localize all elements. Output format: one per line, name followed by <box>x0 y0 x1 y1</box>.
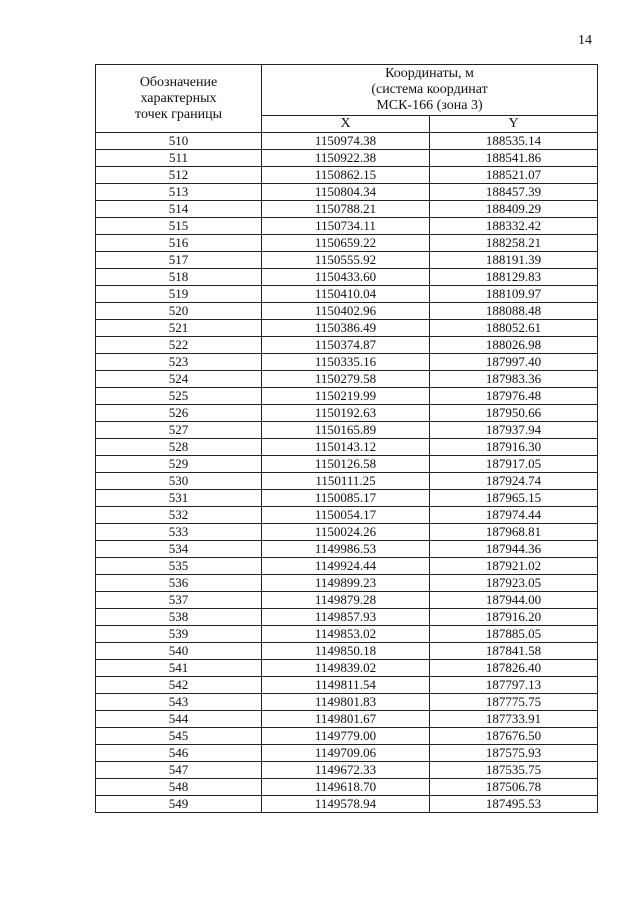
x-coordinate-cell: 1150192.63 <box>262 405 430 422</box>
x-coordinate-cell: 1150402.96 <box>262 303 430 320</box>
x-coordinate-cell: 1150126.58 <box>262 456 430 473</box>
y-coordinate-cell: 187950.66 <box>430 405 598 422</box>
y-coordinate-cell: 188129.83 <box>430 269 598 286</box>
table-row <box>96 269 598 286</box>
point-id-cell: 537 <box>96 592 262 609</box>
x-coordinate-cell: 1150862.15 <box>262 167 430 184</box>
y-coordinate-cell: 187968.81 <box>430 524 598 541</box>
point-id-cell: 535 <box>96 558 262 575</box>
x-coordinate-cell: 1149801.67 <box>262 711 430 728</box>
table-row <box>96 439 598 456</box>
point-id-cell: 542 <box>96 677 262 694</box>
point-id-cell: 517 <box>96 252 262 269</box>
x-coordinate-cell: 1150974.38 <box>262 133 430 150</box>
table-row <box>96 762 598 779</box>
table-row <box>96 286 598 303</box>
y-coordinate-cell: 188521.07 <box>430 167 598 184</box>
x-coordinate-cell: 1150111.25 <box>262 473 430 490</box>
table-row <box>96 201 598 218</box>
table-row <box>96 745 598 762</box>
x-coordinate-cell: 1150555.92 <box>262 252 430 269</box>
x-coordinate-cell: 1149618.70 <box>262 779 430 796</box>
table-row <box>96 677 598 694</box>
x-coordinate-cell: 1149709.06 <box>262 745 430 762</box>
table-row <box>96 507 598 524</box>
point-id-cell: 544 <box>96 711 262 728</box>
y-coordinate-cell: 187495.53 <box>430 796 598 813</box>
x-coordinate-cell: 1150219.99 <box>262 388 430 405</box>
x-column-header: X <box>262 116 430 133</box>
x-coordinate-cell: 1149578.94 <box>262 796 430 813</box>
point-id-cell: 536 <box>96 575 262 592</box>
x-coordinate-cell: 1150024.26 <box>262 524 430 541</box>
y-coordinate-cell: 187924.74 <box>430 473 598 490</box>
table-row <box>96 524 598 541</box>
y-coordinate-cell: 187916.20 <box>430 609 598 626</box>
y-coordinate-cell: 187983.36 <box>430 371 598 388</box>
x-coordinate-cell: 1150734.11 <box>262 218 430 235</box>
point-id-cell: 519 <box>96 286 262 303</box>
y-coordinate-cell: 188535.14 <box>430 133 598 150</box>
x-coordinate-cell: 1150922.38 <box>262 150 430 167</box>
table-row <box>96 592 598 609</box>
y-coordinate-cell: 187885.05 <box>430 626 598 643</box>
table-row <box>96 320 598 337</box>
table-row <box>96 303 598 320</box>
point-id-cell: 543 <box>96 694 262 711</box>
point-id-cell: 531 <box>96 490 262 507</box>
x-coordinate-cell: 1149899.23 <box>262 575 430 592</box>
point-id-cell: 538 <box>96 609 262 626</box>
page-number: 14 <box>578 33 592 48</box>
point-id-cell: 516 <box>96 235 262 252</box>
point-id-cell: 528 <box>96 439 262 456</box>
y-coordinate-cell: 188052.61 <box>430 320 598 337</box>
y-coordinate-cell: 187976.48 <box>430 388 598 405</box>
x-coordinate-cell: 1150054.17 <box>262 507 430 524</box>
table-row <box>96 235 598 252</box>
table-body <box>96 133 598 813</box>
point-id-cell: 522 <box>96 337 262 354</box>
point-id-cell: 513 <box>96 184 262 201</box>
table-row <box>96 473 598 490</box>
x-coordinate-cell: 1149986.53 <box>262 541 430 558</box>
table-row <box>96 728 598 745</box>
table-row <box>96 490 598 507</box>
table-row <box>96 626 598 643</box>
y-coordinate-cell: 187923.05 <box>430 575 598 592</box>
point-id-cell: 540 <box>96 643 262 660</box>
y-coordinate-cell: 187575.93 <box>430 745 598 762</box>
y-coordinate-cell: 187937.94 <box>430 422 598 439</box>
point-id-cell: 529 <box>96 456 262 473</box>
table-row <box>96 660 598 677</box>
y-coordinate-cell: 187974.44 <box>430 507 598 524</box>
y-coordinate-cell: 188088.48 <box>430 303 598 320</box>
table-row <box>96 167 598 184</box>
header-line: (система координат <box>371 82 488 97</box>
y-coordinate-cell: 187506.78 <box>430 779 598 796</box>
x-coordinate-cell: 1150085.17 <box>262 490 430 507</box>
header-line: характерных <box>140 90 217 106</box>
x-coordinate-cell: 1150374.87 <box>262 337 430 354</box>
x-coordinate-cell: 1149672.33 <box>262 762 430 779</box>
header-line: точек границы <box>135 106 222 122</box>
y-coordinate-cell: 188332.42 <box>430 218 598 235</box>
table-row <box>96 218 598 235</box>
point-id-cell: 512 <box>96 167 262 184</box>
y-coordinate-cell: 187997.40 <box>430 354 598 371</box>
x-coordinate-cell: 1150788.21 <box>262 201 430 218</box>
y-coordinate-cell: 187965.15 <box>430 490 598 507</box>
y-coordinate-cell: 187921.02 <box>430 558 598 575</box>
y-coordinate-cell: 187826.40 <box>430 660 598 677</box>
table-row <box>96 252 598 269</box>
x-coordinate-cell: 1150386.49 <box>262 320 430 337</box>
y-coordinate-cell: 187733.91 <box>430 711 598 728</box>
y-coordinate-cell: 188541.86 <box>430 150 598 167</box>
y-coordinate-cell: 188258.21 <box>430 235 598 252</box>
point-id-cell: 541 <box>96 660 262 677</box>
table-row <box>96 575 598 592</box>
x-coordinate-cell: 1150279.58 <box>262 371 430 388</box>
point-id-cell: 547 <box>96 762 262 779</box>
point-designation-header <box>96 65 262 133</box>
y-coordinate-cell: 188409.29 <box>430 201 598 218</box>
point-id-cell: 520 <box>96 303 262 320</box>
y-coordinate-cell: 187676.50 <box>430 728 598 745</box>
x-coordinate-cell: 1149850.18 <box>262 643 430 660</box>
header-line: МСК-166 (зона 3) <box>376 98 483 113</box>
x-coordinate-cell: 1149801.83 <box>262 694 430 711</box>
x-coordinate-cell: 1149779.00 <box>262 728 430 745</box>
y-coordinate-cell: 187775.75 <box>430 694 598 711</box>
point-id-cell: 514 <box>96 201 262 218</box>
y-coordinate-cell: 187797.13 <box>430 677 598 694</box>
y-coordinate-cell: 187841.58 <box>430 643 598 660</box>
point-id-cell: 548 <box>96 779 262 796</box>
point-id-cell: 534 <box>96 541 262 558</box>
y-coordinate-cell: 188109.97 <box>430 286 598 303</box>
table-row <box>96 184 598 201</box>
point-id-cell: 546 <box>96 745 262 762</box>
x-coordinate-cell: 1150410.04 <box>262 286 430 303</box>
y-coordinate-cell: 188026.98 <box>430 337 598 354</box>
y-coordinate-cell: 188191.39 <box>430 252 598 269</box>
point-id-cell: 525 <box>96 388 262 405</box>
point-id-cell: 549 <box>96 796 262 813</box>
table-row <box>96 354 598 371</box>
x-coordinate-cell: 1150804.34 <box>262 184 430 201</box>
table-row <box>96 371 598 388</box>
header-line: Координаты, м <box>385 66 474 81</box>
x-coordinate-cell: 1149853.02 <box>262 626 430 643</box>
table-row <box>96 150 598 167</box>
coordinates-header <box>262 65 598 116</box>
table-row <box>96 558 598 575</box>
point-id-cell: 521 <box>96 320 262 337</box>
y-column-header: Y <box>430 116 598 133</box>
point-id-cell: 526 <box>96 405 262 422</box>
point-id-cell: 532 <box>96 507 262 524</box>
point-id-cell: 511 <box>96 150 262 167</box>
x-coordinate-cell: 1150335.16 <box>262 354 430 371</box>
y-coordinate-cell: 187916.30 <box>430 439 598 456</box>
table-row <box>96 405 598 422</box>
table-row <box>96 133 598 150</box>
point-id-cell: 545 <box>96 728 262 745</box>
x-coordinate-cell: 1149879.28 <box>262 592 430 609</box>
y-coordinate-cell: 187944.00 <box>430 592 598 609</box>
point-id-cell: 539 <box>96 626 262 643</box>
table-row <box>96 541 598 558</box>
y-coordinate-cell: 187917.05 <box>430 456 598 473</box>
table-row <box>96 422 598 439</box>
table-row <box>96 643 598 660</box>
y-coordinate-cell: 187535.75 <box>430 762 598 779</box>
point-id-cell: 533 <box>96 524 262 541</box>
table-row <box>96 388 598 405</box>
table-row <box>96 609 598 626</box>
x-coordinate-cell: 1150433.60 <box>262 269 430 286</box>
point-id-cell: 510 <box>96 133 262 150</box>
point-id-cell: 515 <box>96 218 262 235</box>
table-row <box>96 796 598 813</box>
x-coordinate-cell: 1149839.02 <box>262 660 430 677</box>
point-id-cell: 523 <box>96 354 262 371</box>
point-id-cell: 527 <box>96 422 262 439</box>
x-coordinate-cell: 1150143.12 <box>262 439 430 456</box>
point-id-cell: 530 <box>96 473 262 490</box>
x-coordinate-cell: 1150165.89 <box>262 422 430 439</box>
y-coordinate-cell: 188457.39 <box>430 184 598 201</box>
table-row <box>96 337 598 354</box>
header-line: Обозначение <box>139 74 218 90</box>
table-row <box>96 456 598 473</box>
point-id-cell: 524 <box>96 371 262 388</box>
y-coordinate-cell: 187944.36 <box>430 541 598 558</box>
table-row <box>96 779 598 796</box>
x-coordinate-cell: 1149811.54 <box>262 677 430 694</box>
x-coordinate-cell: 1150659.22 <box>262 235 430 252</box>
table-row <box>96 694 598 711</box>
point-id-cell: 518 <box>96 269 262 286</box>
x-coordinate-cell: 1149924.44 <box>262 558 430 575</box>
x-coordinate-cell: 1149857.93 <box>262 609 430 626</box>
coordinates-table <box>95 64 598 813</box>
table-row <box>96 711 598 728</box>
